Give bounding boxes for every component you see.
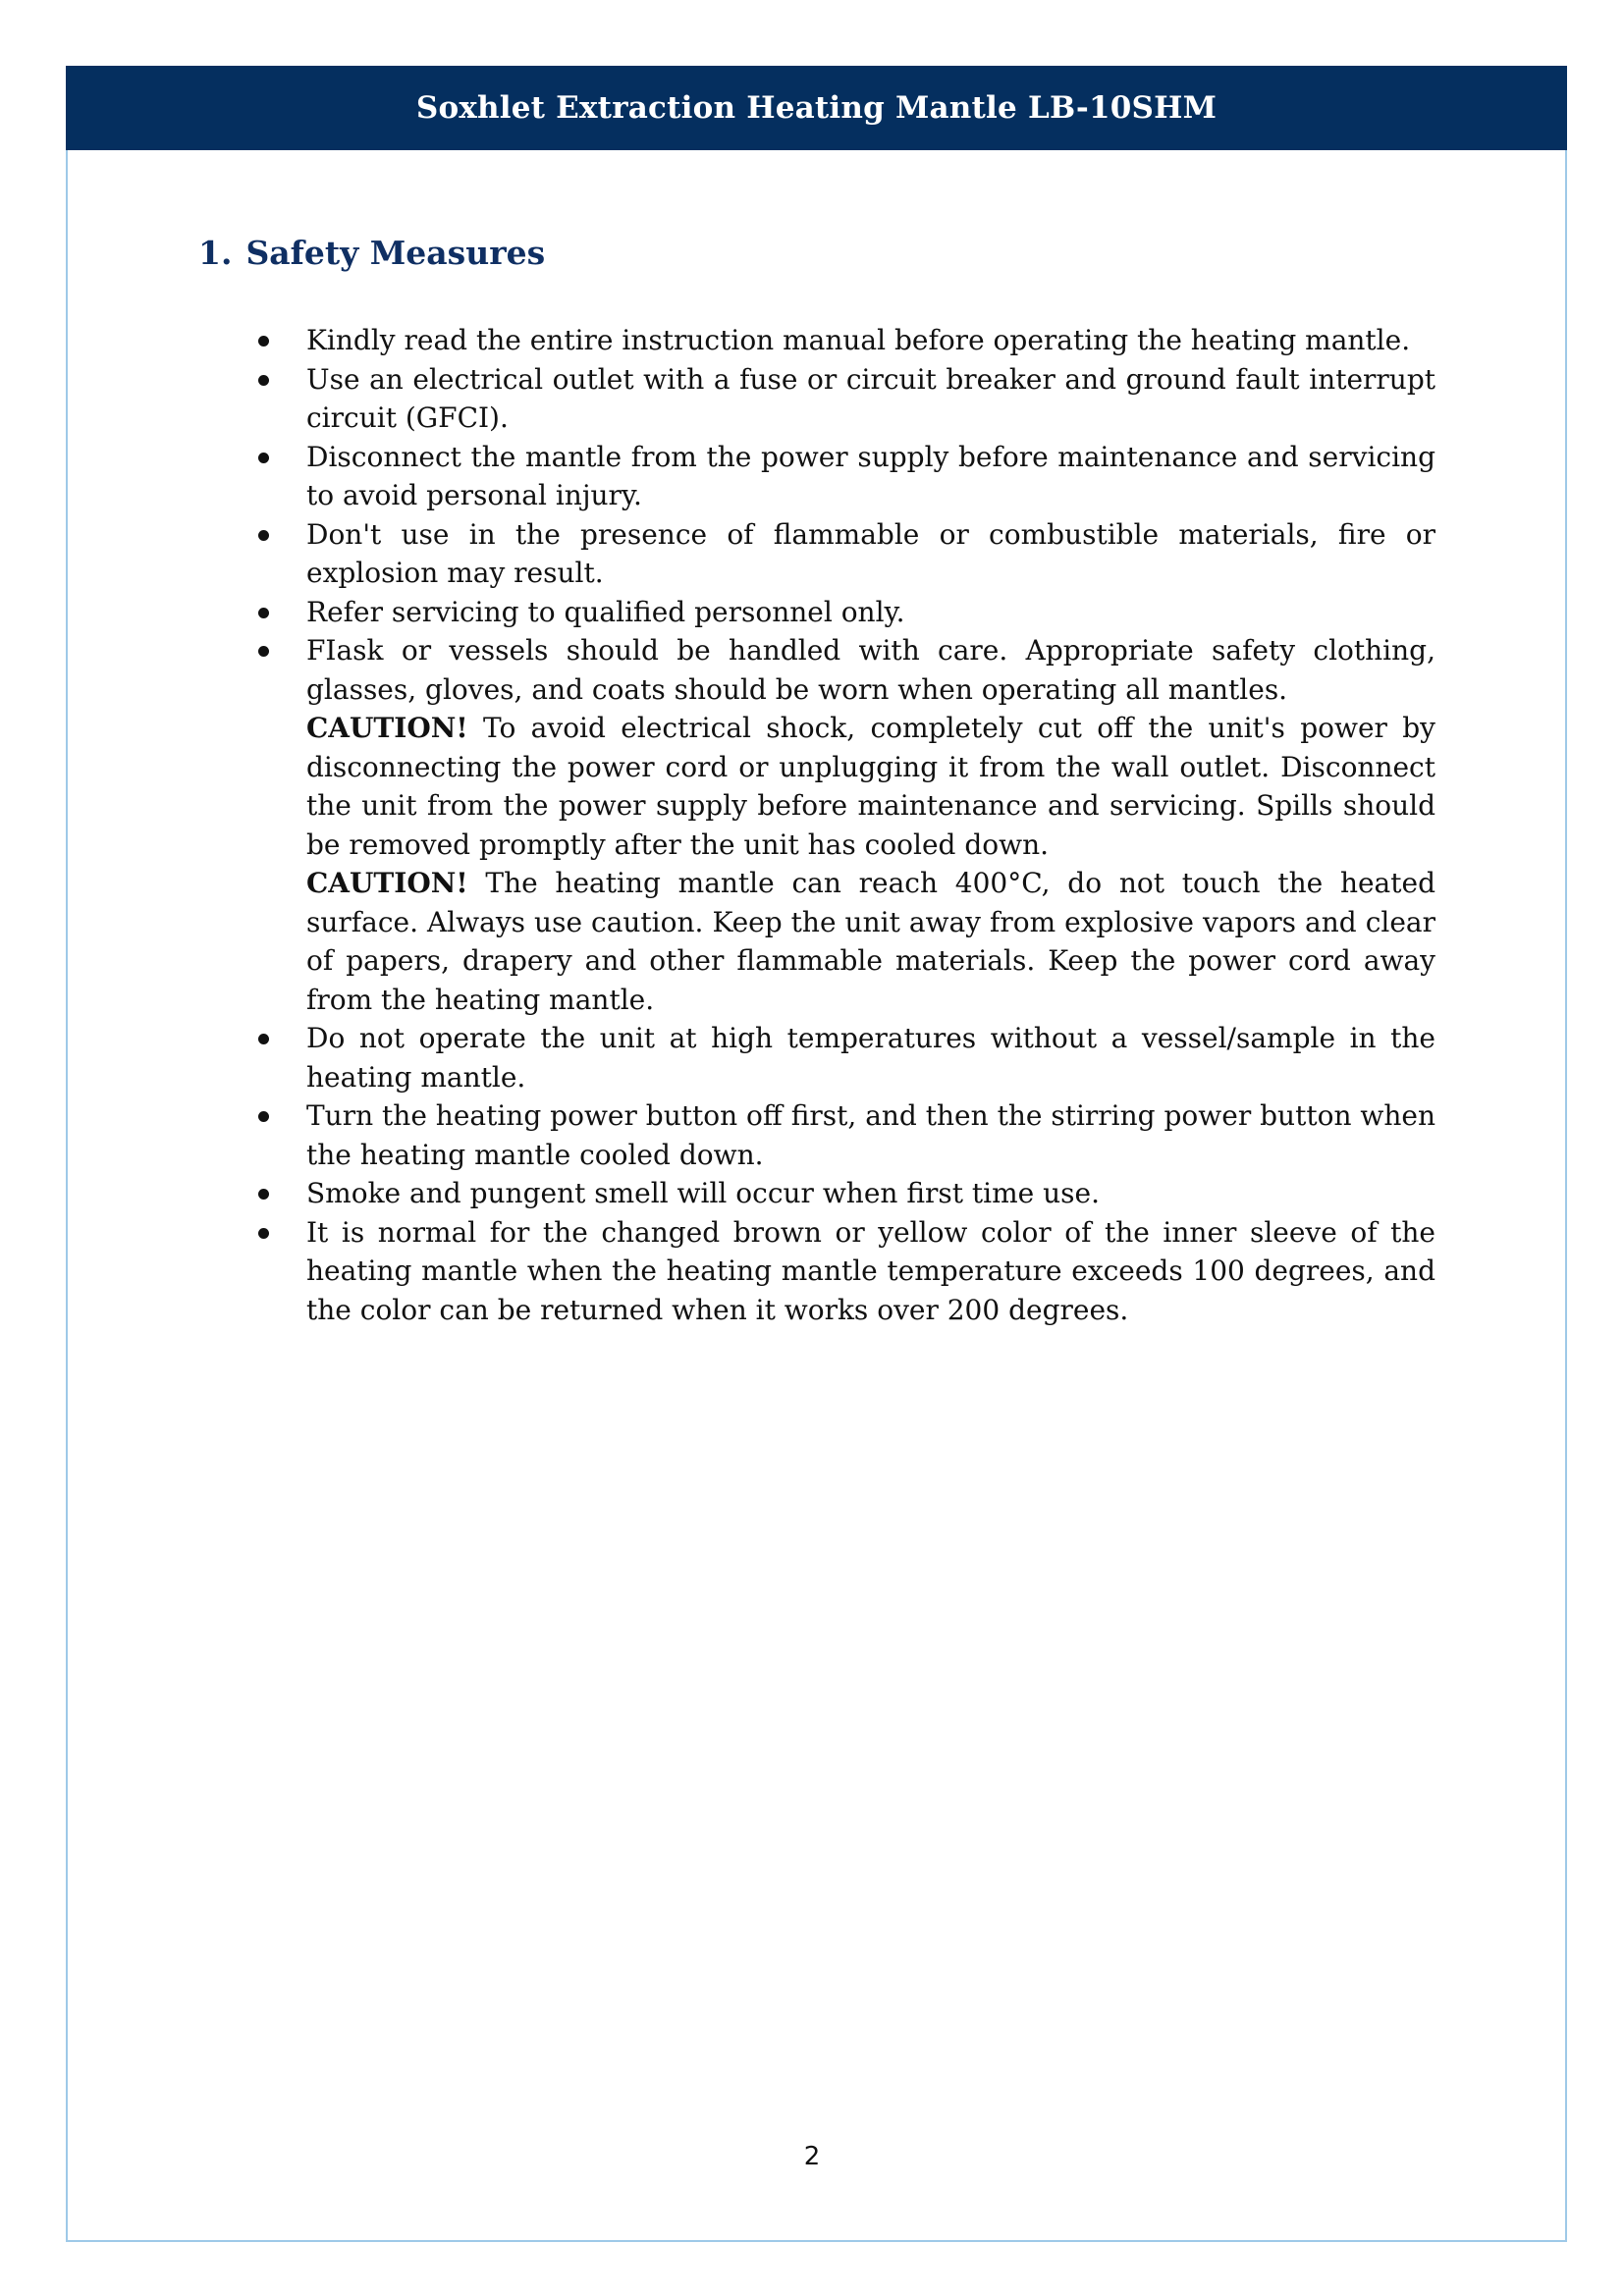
document-title: Soxhlet Extraction Heating Mantle LB-10SHM [415, 90, 1218, 126]
caution-text: The heating mantle can reach 400°C, do not touch the heated surface. Always use caution. Keep the unit away from explosive vapors and clear of papers, drapery and other flammable materials. Keep the power cord away from the heating mantle. [306, 867, 1435, 1016]
caution-paragraph [306, 864, 1435, 1019]
bullet-item [245, 321, 1435, 360]
bullet-text: Don't use in the presence of flammable or combustible materials, fire or explosion may result. [306, 517, 1435, 589]
bullet-item [245, 1213, 1435, 1330]
bullet-text: Refer servicing to qualified personnel only. [306, 595, 905, 628]
bullet-text: Kindly read the entire instruction manual before operating the heating mantle. [306, 324, 1411, 356]
bullet-text: Do not operate the unit at high temperatures without a vessel/sample in the heating mantle. [306, 1022, 1435, 1094]
bullet-item [245, 515, 1435, 593]
caution-label: CAUTION! [306, 712, 468, 744]
bullet-item [245, 1174, 1435, 1213]
caution-text: To avoid electrical shock, completely cut off the unit's power by disconnecting the power cord or unplugging it from the wall outlet. Disconnect the unit from the power supply before maintenance and servicing. Spills should be removed promptly after the unit has cooled down. [306, 712, 1435, 861]
page-number: 2 [803, 2142, 821, 2171]
bullet-item [245, 631, 1435, 1019]
header-bar [66, 66, 1567, 150]
section-heading [198, 234, 545, 272]
bullet-text: It is normal for the changed brown or yellow color of the inner sleeve of the heating mantle when the heating mantle temperature exceeds 100 degrees, and the color can be returned when it works over 200 degrees. [306, 1215, 1435, 1326]
safety-bullet-list [245, 321, 1435, 1329]
bullet-text: Disconnect the mantle from the power supply before maintenance and servicing to avoid personal injury. [306, 440, 1435, 511]
bullet-text: FIask or vessels should be handled with care. Appropriate safety clothing, glasses, gloves, and coats should be worn when operating all mantles. [306, 634, 1435, 706]
caution-label: CAUTION! [306, 867, 468, 899]
bullet-item [245, 593, 1435, 632]
section-number: 1. [198, 234, 233, 272]
bullet-text: Smoke and pungent smell will occur when first time use. [306, 1177, 1101, 1209]
bullet-item [245, 1019, 1435, 1096]
bullet-text: Use an electrical outlet with a fuse or circuit breaker and ground fault interrupt circuit (GFCI). [306, 362, 1435, 434]
bullet-item [245, 438, 1435, 515]
caution-paragraph [306, 709, 1435, 864]
section-title: Safety Measures [245, 234, 546, 272]
bullet-item [245, 360, 1435, 438]
bullet-text: Turn the heating power button off first, and then the stirring power button when the heating mantle cooled down. [306, 1099, 1435, 1171]
bullet-item [245, 1096, 1435, 1174]
